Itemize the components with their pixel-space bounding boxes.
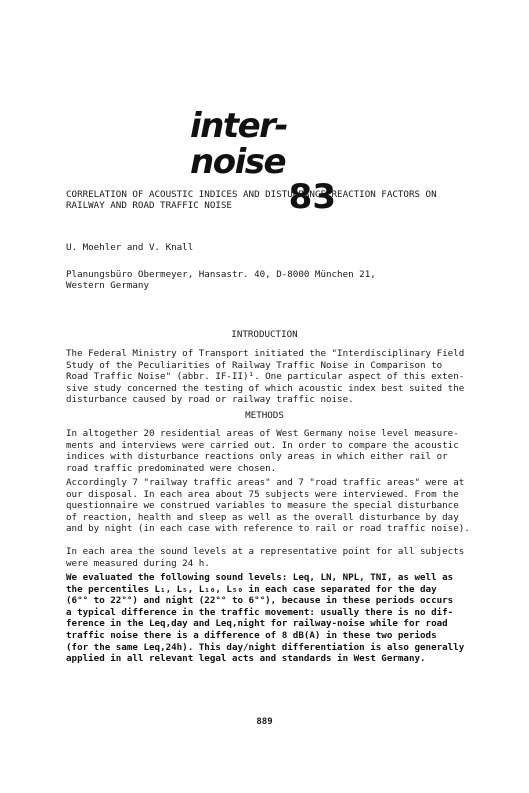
paragraph-introduction: [66, 348, 478, 406]
text-line: In each area the sound levels at a representative point for all subjects: [66, 546, 465, 557]
text-line: and by night (in each case with reference to rail or road traffic noise).: [66, 523, 470, 535]
page-number: 889: [256, 717, 273, 727]
text-line: (for the same Leq,24h). This day/night differentiation is also generally: [66, 641, 465, 653]
text-line: of reaction, health and sleep as well as the overall disturbance by day: [66, 511, 459, 523]
text-line: disturbance caused by road or railway traffic noise.: [66, 394, 354, 406]
paragraph-methods-interviews: [66, 477, 478, 535]
section-heading-introduction: INTRODUCTION: [231, 329, 298, 340]
paragraph-methods-areas: [66, 428, 478, 474]
logo-text: inter-noise: [190, 106, 288, 182]
text-line: (6°° to 22°°) and night (22°° to 6°°), because in these periods occurs: [66, 595, 454, 607]
affiliation-line: Planungsbüro Obermeyer, Hansastr. 40, D-8000 München 21,: [66, 269, 376, 280]
paragraph-methods-sound-levels: [66, 572, 478, 665]
text-line: We evaluated the following sound levels: Leq, LN, NPL, TNI, as well as: [66, 572, 454, 583]
text-line: Study of the Peculiarities of Railway Traffic Noise in Comparison to: [66, 359, 443, 371]
section-heading-methods: METHODS: [245, 410, 284, 421]
authors: U. Moehler and V. Knall: [66, 242, 194, 253]
text-line: the percentiles L₁, L₅, L₁₀, L₅₀ in each case separated for the day: [66, 583, 437, 595]
text-line: traffic noise there is a difference of 8 dB(A) in these two periods: [66, 629, 437, 641]
text-line: Accordingly 7 "railway traffic areas" and 7 "road traffic areas" were at: [66, 477, 465, 488]
paragraph-methods-measurement: [66, 546, 478, 569]
title-line: RAILWAY AND ROAD TRAFFIC NOISE: [66, 200, 232, 212]
text-line: applied in all relevant legal acts and standards in West Germany.: [66, 653, 426, 665]
text-line: indices with disturbance reactions only areas in which either rail or: [66, 451, 448, 463]
text-line: were measured during 24 h.: [66, 557, 210, 569]
text-line: In altogether 20 residential areas of West Germany noise level measure-: [66, 428, 459, 439]
text-line: our disposal. In each area about 75 subjects were interviewed. From the: [66, 488, 459, 500]
affiliation: [66, 269, 376, 291]
title-line: CORRELATION OF ACOUSTIC INDICES AND DISTURBANCE REACTION FACTORS ON: [66, 189, 437, 200]
text-line: a typical difference in the traffic movement: usually there is no dif-: [66, 606, 454, 618]
text-line: Road Traffic Noise" (abbr. IF-II)¹. One particular aspect of this exten-: [66, 371, 465, 383]
text-line: ments and interviews were carried out. In order to compare the acoustic: [66, 439, 459, 451]
paper-title: [66, 189, 437, 211]
text-line: ference in the Leq,day and Leq,night for railway-noise while for road: [66, 618, 448, 630]
text-line: The Federal Ministry of Transport initiated the "Interdisciplinary Field: [66, 348, 465, 359]
logo-year: 83: [288, 177, 336, 217]
text-line: sive study concerned the testing of which acoustic index best suited the: [66, 382, 465, 394]
text-line: road traffic predominated were chosen.: [66, 462, 277, 474]
affiliation-line: Western Germany: [66, 280, 149, 292]
text-line: questionnaire we construed variables to measure the special disturbance: [66, 500, 459, 512]
